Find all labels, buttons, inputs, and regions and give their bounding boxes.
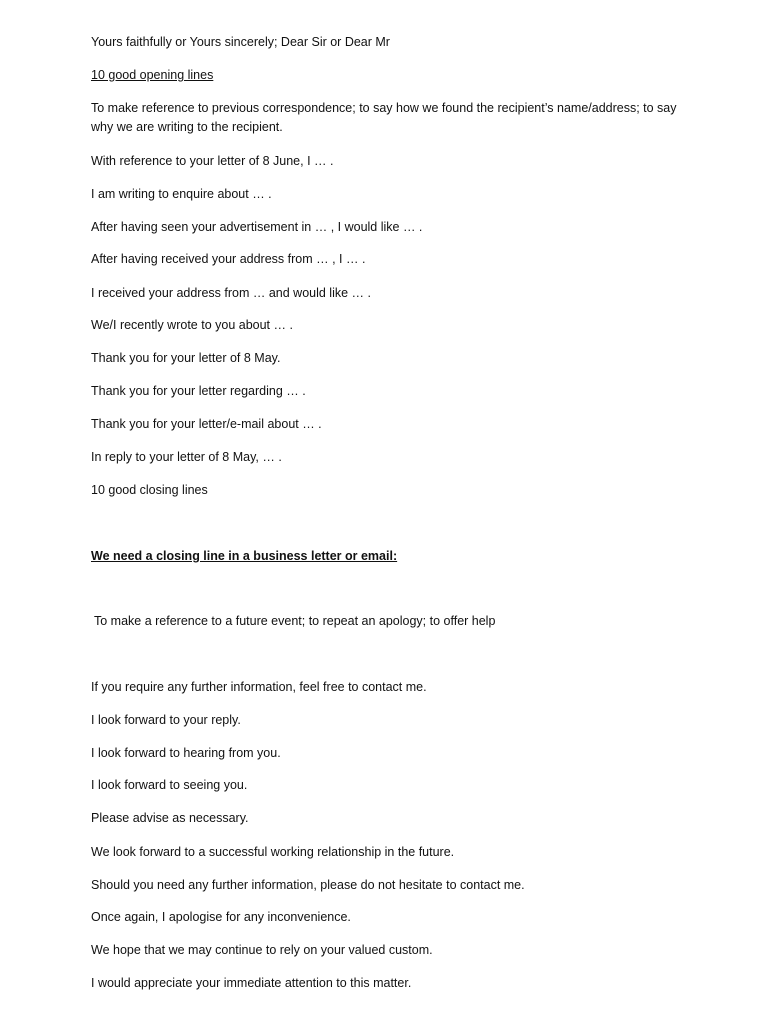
opening-heading: 10 good opening lines	[91, 68, 214, 82]
opening-line: I received your address from … and would like … .	[91, 286, 371, 300]
closing-line: I look forward to seeing you.	[91, 778, 248, 792]
closing-purpose: To make a reference to a future event; to repeat an apology; to offer help	[94, 614, 496, 628]
closing-line: I would appreciate your immediate attention to this matter.	[91, 976, 412, 990]
closing-heading: 10 good closing lines	[91, 483, 208, 497]
closing-line: Please advise as necessary.	[91, 811, 249, 825]
closing-line: If you require any further information, feel free to contact me.	[91, 680, 427, 694]
opening-line: After having received your address from … , I … .	[91, 252, 366, 266]
opening-line: Thank you for your letter/e-mail about … .	[91, 417, 322, 431]
closing-line: We look forward to a successful working relationship in the future.	[91, 845, 455, 859]
closing-line: I look forward to your reply.	[91, 713, 241, 727]
opening-line: After having seen your advertisement in … , I would like … .	[91, 220, 423, 234]
opening-line: I am writing to enquire about … .	[91, 187, 272, 201]
opening-line: In reply to your letter of 8 May, … .	[91, 450, 282, 464]
closing-line: Should you need any further information, please do not hesitate to contact me.	[91, 878, 525, 892]
opening-purpose: To make reference to previous correspondence; to say how we found the recipient’s name/address; to say why we are writing to the recipient.	[91, 101, 677, 134]
closing-line: Once again, I apologise for any inconvenience.	[91, 910, 351, 924]
opening-line: Thank you for your letter of 8 May.	[91, 351, 281, 365]
intro-line: Yours faithfully or Yours sincerely; Dear Sir or Dear Mr	[91, 35, 390, 49]
opening-line: Thank you for your letter regarding … .	[91, 384, 306, 398]
opening-line: With reference to your letter of 8 June, I … .	[91, 154, 334, 168]
opening-line: We/I recently wrote to you about … .	[91, 318, 293, 332]
closing-line: I look forward to hearing from you.	[91, 746, 281, 760]
closing-line: We hope that we may continue to rely on your valued custom.	[91, 943, 433, 957]
closing-subheading: We need a closing line in a business letter or email:	[91, 549, 398, 563]
